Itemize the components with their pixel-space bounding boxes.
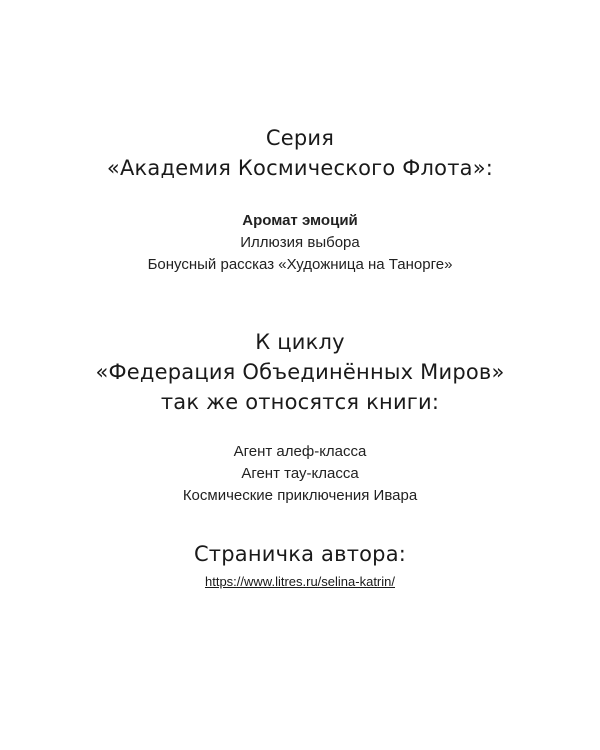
author-page-link[interactable]: https://www.litres.ru/selina-katrin/ (204, 574, 395, 589)
series-title-line-1: Серия (265, 126, 335, 150)
author-link-block (0, 573, 600, 591)
cycle-book-item: Агент тау-класса (241, 465, 359, 482)
series-title-line-2: «Академия Космического Флота»: (106, 156, 494, 180)
author-heading: Страничка автора: (193, 542, 407, 566)
series-book-item: Иллюзия выбора (240, 234, 360, 251)
cycle-title-line-3: так же относятся книги: (160, 390, 440, 414)
series-book-item: Бонусный рассказ «Художница на Танорге» (147, 256, 453, 273)
cycle-heading (0, 327, 600, 417)
cycle-book-item: Космические приключения Ивара (182, 487, 418, 504)
cycle-title-line-2: «Федерация Объединённых Миров» (95, 360, 505, 384)
cycle-book-item: Агент алеф-класса (233, 443, 367, 460)
cycle-title-line-1: К циклу (255, 330, 345, 354)
series-book-current: Аромат эмоций (242, 212, 358, 229)
series-book-list (0, 210, 600, 276)
author-heading-block (0, 539, 600, 569)
cycle-book-list (0, 441, 600, 507)
series-heading (0, 123, 600, 183)
